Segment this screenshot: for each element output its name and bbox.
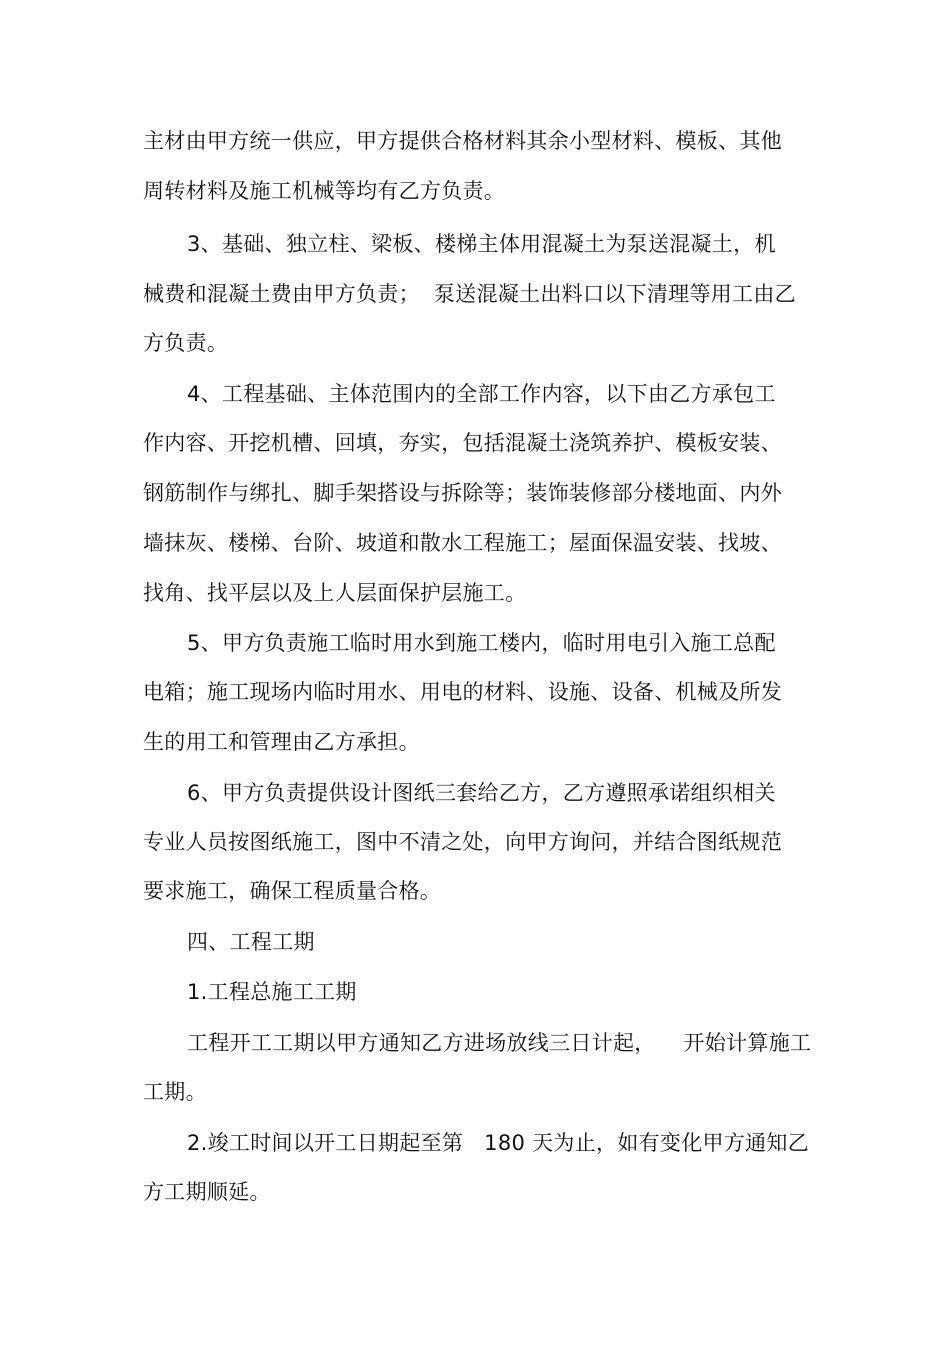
text-line: 工期。	[143, 1080, 207, 1104]
text-line: 要求施工，确保工程质量合格。	[143, 879, 442, 903]
text-line: 墙抹灰、楼梯、台阶、坡道和散水工程施工；屋面保温安装、找坡、	[143, 531, 782, 555]
section-heading: 四、工程工期	[187, 930, 315, 954]
text-line: 方负责。	[143, 331, 229, 355]
text-line: 电箱；施工现场内临时用水、用电的材料、设施、设备、机械及所发	[143, 680, 782, 704]
text-line: 工程开工工期以甲方通知乙方进场放线三日计起， 开始计算施工	[187, 1031, 812, 1055]
text-line: 主材由甲方统一供应，甲方提供合格材料其余小型材料、模板、其他	[143, 129, 782, 153]
text-line: 4、工程基础、主体范围内的全部工作内容，以下由乙方承包工	[187, 382, 776, 406]
text-line: 2.竣工时间以开工日期起至第 180 天为止，如有变化甲方通知乙	[187, 1131, 810, 1155]
text-line: 专业人员按图纸施工，图中不清之处，向甲方询问，并结合图纸规范	[143, 830, 782, 854]
text-line: 方工期顺延。	[143, 1180, 271, 1204]
subsection-heading: 1.工程总施工工期	[187, 980, 357, 1004]
text-line: 6、甲方负责提供设计图纸三套给乙方，乙方遵照承诺组织相关	[187, 781, 776, 805]
text-line: 生的用工和管理由乙方承担。	[143, 730, 420, 754]
text-line: 3、基础、独立柱、梁板、楼梯主体用混凝土为泵送混凝土，机	[187, 232, 776, 256]
text-line: 周转材料及施工机械等均有乙方负责。	[143, 179, 506, 203]
text-line: 钢筋制作与绑扎、脚手架搭设与拆除等；装饰装修部分楼地面、内外	[143, 481, 782, 505]
text-line: 5、甲方负责施工临时用水到施工楼内，临时用电引入施工总配	[187, 631, 776, 655]
text-line: 械费和混凝土费由甲方负责； 泵送混凝土出料口以下清理等用工由乙	[143, 282, 796, 306]
text-line: 找角、找平层以及上人层面保护层施工。	[143, 581, 527, 605]
text-line: 作内容、开挖机槽、回填，夯实，包括混凝土浇筑养护、模板安装、	[143, 431, 782, 455]
